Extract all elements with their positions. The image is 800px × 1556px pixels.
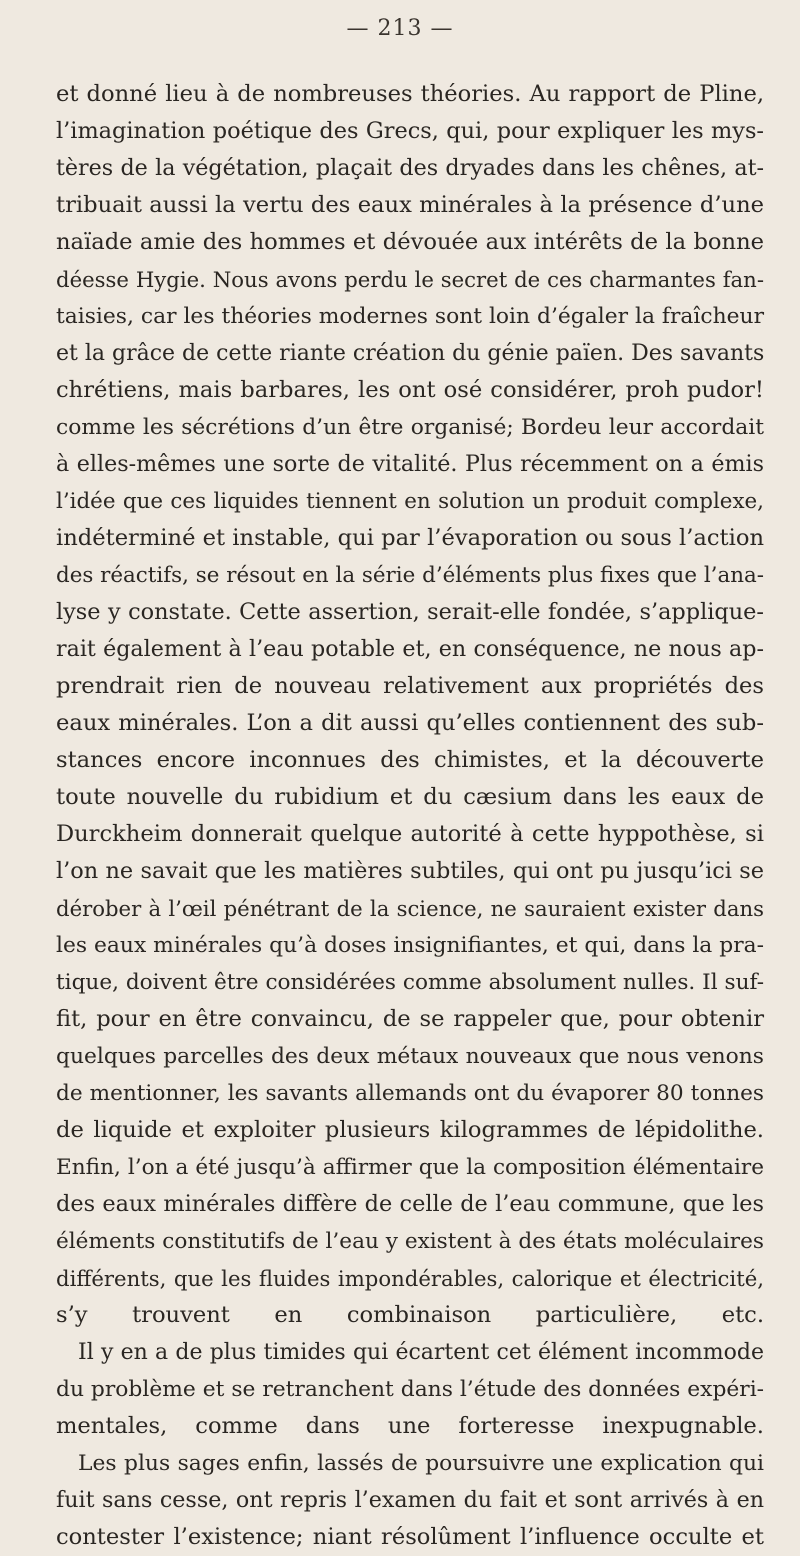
body-text bbox=[56, 76, 764, 1556]
text-line: fuit sans cesse, ont repris l’examen du fait et sont arrivés à en bbox=[56, 1487, 764, 1513]
text-line: l’on ne savait que les matières subtiles, qui ont pu jusqu’ici se bbox=[56, 858, 764, 884]
text-line: comme les sécrétions d’un être organisé; Bordeu leur accordait bbox=[56, 415, 764, 440]
text-line: et la grâce de cette riante création du génie païen. Des savants bbox=[56, 341, 765, 366]
text-line: lyse y constate. Cette assertion, serait-elle fondée, s’applique- bbox=[56, 599, 764, 625]
text-line: tribuait aussi la vertu des eaux minérales à la présence d’une bbox=[56, 192, 764, 218]
text-line: Enfin, l’on a été jusqu’à affirmer que la composition élémentaire bbox=[56, 1155, 764, 1180]
text-line: chrétiens, mais barbares, les ont osé considérer, proh pudor! bbox=[56, 377, 764, 403]
text-line: l’imagination poétique des Grecs, qui, pour expliquer les mys- bbox=[56, 118, 764, 144]
text-line: l’idée que ces liquides tiennent en solution un produit complexe, bbox=[56, 489, 764, 514]
text-line: stances encore inconnues des chimistes, et la découverte bbox=[56, 747, 764, 773]
text-line: tères de la végétation, plaçait des dryades dans les chênes, at- bbox=[56, 155, 764, 181]
text-line: mentales, comme dans une forteresse inexpugnable. bbox=[56, 1413, 764, 1439]
text-line: toute nouvelle du rubidium et du cæsium dans les eaux de bbox=[56, 784, 764, 810]
text-line: des eaux minérales diffère de celle de l’eau commune, que les bbox=[56, 1191, 764, 1217]
text-line: dérober à l’œil pénétrant de la science, ne sauraient exister dans bbox=[56, 896, 764, 921]
text-line: indéterminé et instable, qui par l’évaporation ou sous l’action bbox=[56, 525, 764, 551]
text-line: de mentionner, les savants allemands ont du évaporer 80 tonnes bbox=[56, 1081, 764, 1106]
text-line: de liquide et exploiter plusieurs kilogrammes de lépidolithe. bbox=[56, 1117, 764, 1143]
text-line: et donné lieu à de nombreuses théories. Au rapport de Pline, bbox=[56, 81, 764, 107]
text-line: contester l’existence; niant résolûment l’influence occulte et bbox=[56, 1524, 764, 1550]
text-line: prendrait rien de nouveau relativement aux propriétés des bbox=[56, 673, 764, 699]
text-line: tique, doivent être considérées comme absolument nulles. Il suf- bbox=[56, 970, 764, 995]
text-line: éléments constitutifs de l’eau y existent à des états moléculaires bbox=[56, 1229, 764, 1254]
text-line: s’y trouvent en combinaison particulière, etc. bbox=[56, 1302, 764, 1328]
text-line: eaux minérales. L’on a dit aussi qu’elles contiennent des sub- bbox=[56, 710, 764, 736]
text-line: à elles-mêmes une sorte de vitalité. Plus récemment on a émis bbox=[56, 451, 764, 477]
text-line: quelques parcelles des deux métaux nouveaux que nous venons bbox=[56, 1044, 764, 1069]
text-line: déesse Hygie. Nous avons perdu le secret de ces charmantes fan- bbox=[56, 267, 764, 292]
text-line: Les plus sages enfin, lassés de poursuivre une explication qui bbox=[78, 1451, 764, 1476]
text-line: fit, pour en être convaincu, de se rappeler que, pour obtenir bbox=[56, 1006, 764, 1032]
text-line: Il y en a de plus timides qui écartent cet élément incommode bbox=[78, 1340, 764, 1365]
text-line: du problème et se retranchent dans l’étude des données expéri- bbox=[56, 1377, 765, 1402]
text-line: des réactifs, se résout en la série d’éléments plus fixes que l’ana- bbox=[56, 563, 764, 588]
text-line: les eaux minérales qu’à doses insignifiantes, et qui, dans la pra- bbox=[56, 933, 764, 958]
text-line: naïade amie des hommes et dévouée aux intérêts de la bonne bbox=[56, 229, 764, 255]
text-line: taisies, car les théories modernes sont loin d’égaler la fraîcheur bbox=[56, 304, 764, 329]
text-line: rait également à l’eau potable et, en conséquence, ne nous ap- bbox=[56, 636, 764, 662]
page-number: — 213 — bbox=[346, 16, 454, 41]
text-line: différents, que les fluides impondérables, calorique et électricité, bbox=[56, 1266, 764, 1291]
text-line: Durckheim donnerait quelque autorité à cette hyppothèse, si bbox=[56, 821, 764, 847]
